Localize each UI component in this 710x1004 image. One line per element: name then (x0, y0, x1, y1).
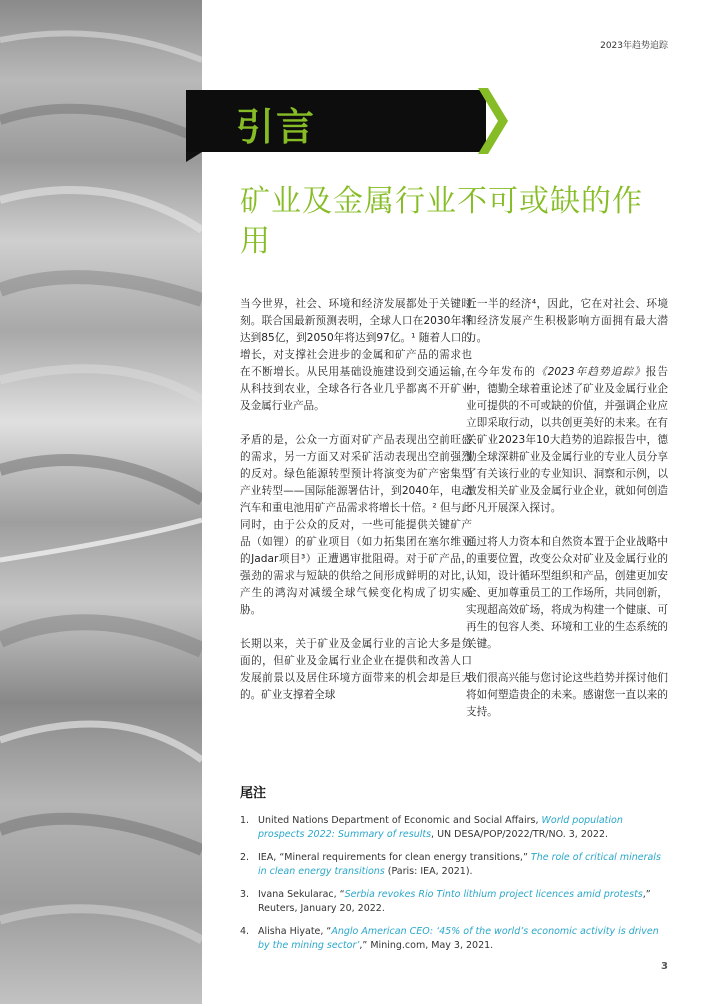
endnote-text: Ivana Sekularac, “ (258, 889, 345, 900)
endnote-text: ,” Reuters, January 20, 2022. (258, 889, 651, 914)
paragraph: 矛盾的是，公众一方面对矿产品表现出空前旺盛的需求，另一方面又对采矿活动表现出空前强烈的反对。绿色能源转型预计将演变为矿产密集型产业转型——国际能源署估计，到2040年，电动汽车和重电池用矿产品需求将增长十倍。² 但与此同时，由于公众的反对，一些可能提供关键矿产品（如锂）的矿业项目（如力拓集团在塞尔维亚的Jadar项目³）正遭遇审批阻碍。对于矿产品，强劲的需求与短缺的供给之间形成鲜明的对比，产生的鸿沟对减缓全球气候变化构成了切实威胁。 (240, 434, 472, 616)
paragraph (466, 364, 668, 517)
paragraph: 通过将人力资本和自然资本置于企业战略中的重要位置，改变公众对矿业及金属行业的认知，设计循环型组织和产品，创建更加安全、更加尊重员工的工作场所，共同创新，实现超高效矿场，将成为构建一个健康、可再生的包容人类、环境和工业的生态系统的关键。 (466, 536, 668, 650)
page-number: 3 (661, 961, 668, 972)
section-title: 引言 (236, 105, 317, 149)
title-band-fold (186, 152, 202, 162)
mine-photo (0, 0, 202, 1004)
headline: 矿业及金属行业不可或缺的作用 (240, 184, 643, 259)
paragraph: 长期以来，关于矿业及金属行业的言论大多是负面的，但矿业及金属行业企业在提供和改善人口发展前景以及居住环境方面带来的机会却是巨大的。矿业支撑着全球 (240, 638, 472, 701)
endnote-link[interactable]: World population prospects 2022: Summary of results (258, 815, 623, 840)
paragraph: 我们很高兴能与您讨论这些趋势并探讨他们将如何塑造贵企的未来。感谢您一直以来的支持。 (466, 672, 668, 718)
paragraph-text: 报告中，德勤全球着重论述了矿业及金属行业企业可提供的不可或缺的价值，并强调企业应立即采取行动，以共创更美好的未来。在有关矿业2023年10大趋势的追踪报告中，德勤全球深耕矿业及金属行业的专业人员分享了有关该行业的专业知识、洞察和示例，以激发相关矿业及金属行业企业，就如何创造不凡开展深入探讨。 (466, 366, 668, 514)
body-column-right (466, 296, 668, 738)
endnote-item (240, 814, 670, 842)
endnote-text: Alisha Hiyate, “ (258, 926, 332, 937)
report-title-emphasis: 《2023年趋势追踪》 (536, 366, 646, 378)
mine-terrain-illustration (0, 0, 202, 1004)
endnotes-title: 尾注 (240, 786, 267, 801)
paragraph-text: 在今年发布的 (466, 366, 537, 378)
endnote-number: 2. (240, 852, 250, 863)
endnote-item (240, 888, 670, 916)
body-column-left (240, 296, 472, 721)
endnote-link[interactable]: The role of critical minerals in clean energy transitions (258, 852, 661, 877)
endnote-item (240, 851, 670, 879)
report-header-tag: 2023年趋势追踪 (600, 41, 668, 51)
endnote-item (240, 925, 670, 953)
endnote-link[interactable]: Serbia revokes Rio Tinto lithium project licences amid protests (344, 889, 643, 900)
endnote-number: 3. (240, 889, 250, 900)
endnotes-list (240, 814, 670, 962)
endnote-text: United Nations Department of Economic and Social Affairs, (258, 815, 542, 826)
endnote-text: IEA, “Mineral requirements for clean energy transitions,” (258, 852, 531, 863)
endnote-text: ,” Mining.com, May 3, 2021. (359, 940, 494, 951)
endnote-number: 1. (240, 815, 250, 826)
endnote-text: , UN DESA/POP/2022/TR/NO. 3, 2022. (431, 829, 609, 840)
paragraph: 近一半的经济⁴，因此，它在对社会、环境和经济发展产生积极影响方面拥有最大潜力。 (466, 298, 668, 344)
endnote-text: (Paris: IEA, 2021). (384, 866, 473, 877)
endnote-number: 4. (240, 926, 250, 937)
endnote-link[interactable]: Anglo American CEO: ‘45% of the world’s economic activity is driven by the mining sector’ (258, 926, 659, 951)
chevron-icon (478, 88, 508, 154)
paragraph: 当今世界，社会、环境和经济发展都处于关键时刻。联合国最新预测表明，全球人口在2030年将达到85亿，到2050年将达到97亿。¹ 随着人口的增长，对支撑社会进步的金属和矿产品的需求也在不断增长。从民用基础设施建设到交通运输，从科技到农业，全球各行各业几乎都离不开矿业及金属行业产品。 (240, 298, 472, 412)
section-title-band (186, 90, 486, 152)
